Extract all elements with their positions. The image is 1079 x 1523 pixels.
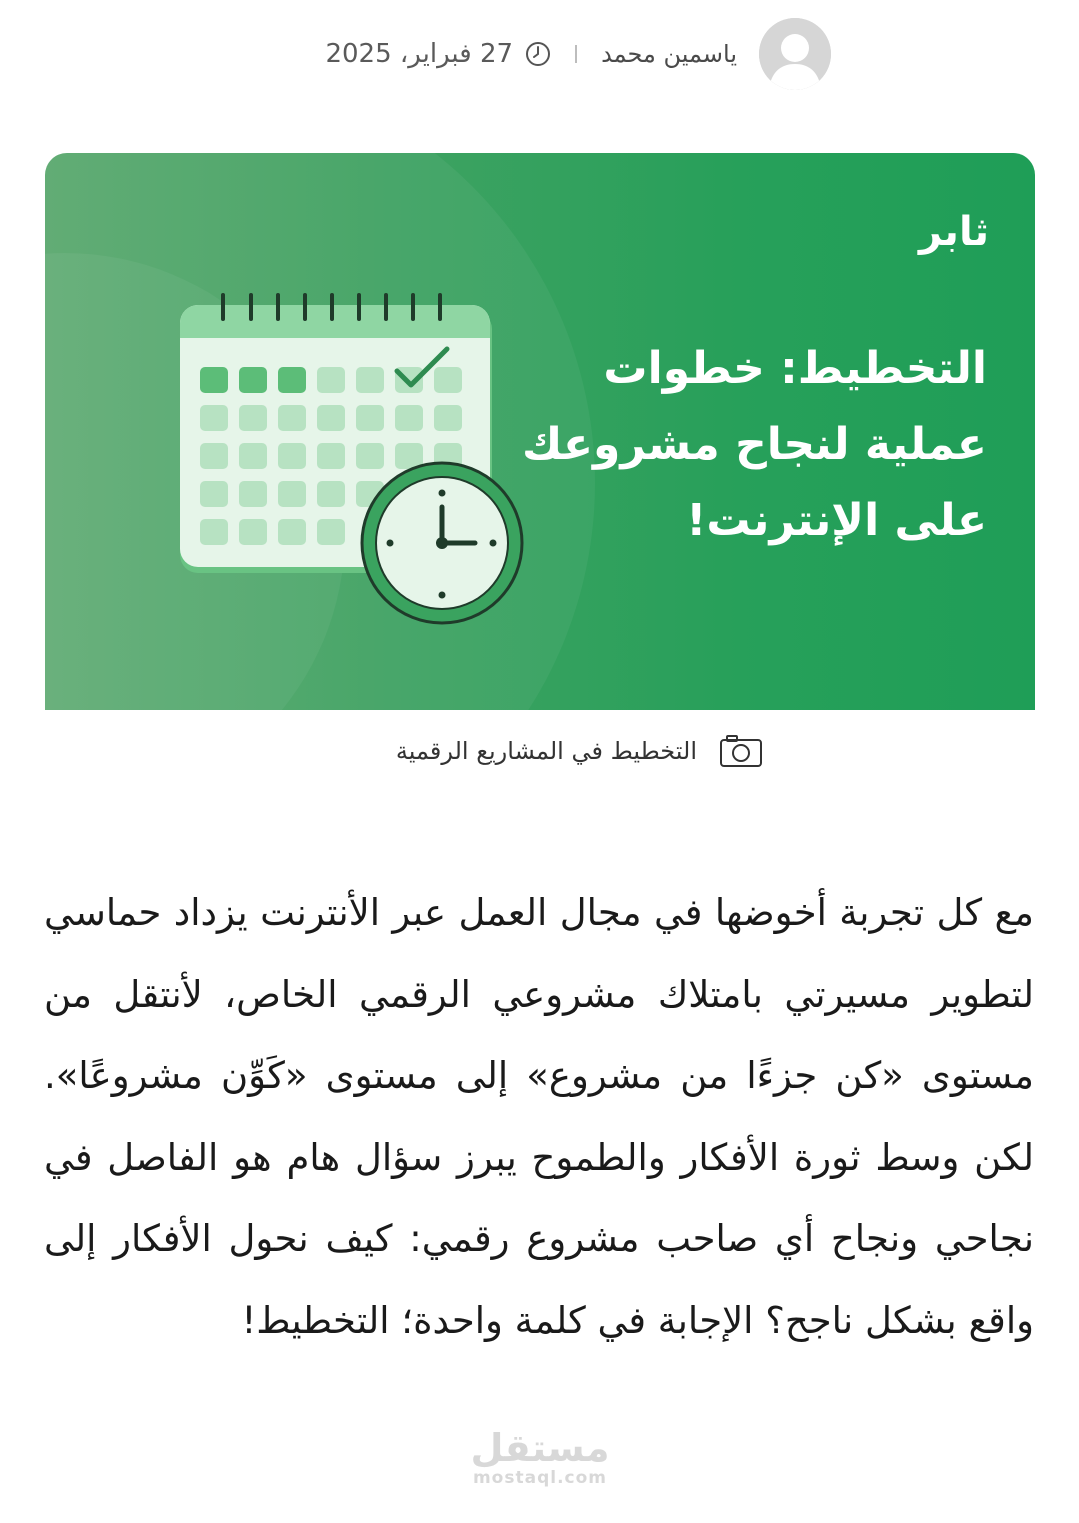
featured-image — [45, 153, 1035, 710]
article-paragraph: مع كل تجربة أخوضها في مجال العمل عبر الأنترنت يزداد حماسي لتطوير مسيرتي بامتلاك مشروعي الرقمي الخاص، لأنتقل من مستوى «كن جزءًا من مشروع» إلى مستوى «كَوِّن مشروعًا». لكن وسط ثورة الأفكار والطموح يبرز سؤال هام هو الفاصل في نجاحي ونجاح أي صاحب مشروع رقمي: كيف نحول الأفكار إلى واقع بشكل ناجح؟ الإجابة في كلمة واحدة؛ التخطيط! — [44, 891, 1034, 1342]
watermark-arabic: مستقل — [470, 1426, 610, 1470]
default-user-avatar-icon — [759, 18, 831, 90]
post-date: 27 فبراير، 2025 — [325, 39, 514, 69]
meta-separator — [575, 45, 577, 63]
brand-logo: ثابر — [919, 209, 989, 255]
post-meta — [325, 18, 831, 90]
image-caption — [396, 734, 763, 768]
author-name[interactable]: ياسمين محمد — [601, 40, 737, 68]
author-avatar[interactable] — [759, 18, 831, 90]
banner-title: التخطيط: خطوات عملية لنجاح مشروعك على الإنترنت! — [522, 343, 987, 546]
camera-icon — [719, 734, 763, 768]
clock-icon — [525, 41, 551, 67]
watermark — [470, 1428, 610, 1488]
watermark-latin: mostaql.com — [472, 1468, 608, 1488]
caption-text: التخطيط في المشاريع الرقمية — [395, 737, 697, 765]
